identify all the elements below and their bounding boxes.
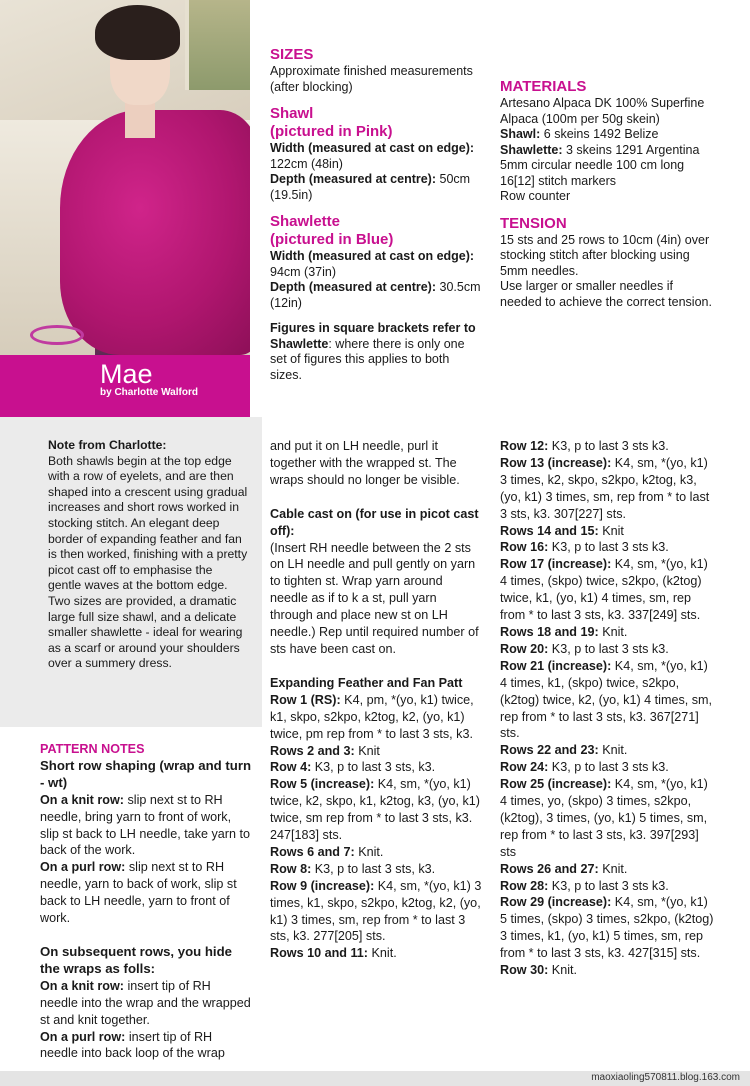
pattern-row-label: Rows 18 and 19:: [500, 624, 599, 639]
purl-row-text: slip next st to RH needle, yarn to back of work, slip st back to LH needle, yarn to front of work.: [40, 860, 237, 926]
pattern-row-label: Row 1 (RS):: [270, 692, 341, 707]
pattern-row-text: K3, p to last 3 sts k3.: [551, 878, 669, 893]
shawl-width-value: 122cm (48in): [270, 156, 343, 171]
sizes-section: [270, 46, 482, 383]
pattern-row-label: Row 20:: [500, 641, 549, 656]
brackets-note-rest: : where there is only one set of figures this applies to both sizes.: [270, 336, 465, 382]
pattern-row: [500, 523, 715, 540]
pattern-notes-section: [40, 741, 252, 1062]
pattern-row-label: Row 13 (increase):: [500, 455, 612, 470]
sizes-intro: Approximate finished measurements (after blocking): [270, 64, 473, 94]
sizes-heading: SIZES: [270, 46, 314, 63]
sub-purl-label: On a purl row:: [40, 1029, 126, 1044]
pattern-row-label: Row 5 (increase):: [270, 777, 375, 792]
pattern-row: [500, 641, 715, 658]
pattern-row-text: K4, sm, *(yo, k1) 3 times, k1, skpo, s2kpo, k2tog, k2, (yo, k1) 3 times, sm, rep from * to last 3 sts, k3. 277[205] sts.: [270, 878, 482, 944]
knit-row-label: On a knit row:: [40, 792, 124, 807]
shawlette-depth-label: Depth (measured at centre):: [270, 280, 437, 294]
pattern-row-text: K3, p to last 3 sts k3.: [551, 760, 669, 775]
pattern-row: [270, 878, 482, 946]
shawlette-depth-value: 30.5cm (12in): [270, 280, 481, 310]
pattern-row-label: Rows 2 and 3:: [270, 743, 355, 758]
shawlette-subheading: (pictured in Blue): [270, 231, 394, 248]
pattern-row-text: Knit: [358, 743, 380, 758]
brackets-note-bold: Figures in square brackets refer to Shawlette: [270, 321, 476, 351]
hair-shape: [95, 5, 180, 60]
designer-note: [48, 438, 248, 672]
pattern-row-label: Row 16:: [500, 540, 549, 555]
pattern-row-text: K3, p to last 3 sts, k3.: [314, 861, 436, 876]
pattern-row: [270, 759, 482, 776]
pattern-row: [500, 438, 715, 455]
pattern-row: [500, 878, 715, 895]
pattern-row: [500, 894, 715, 962]
materials-shawlette-value: 3 skeins 1291 Argentina: [566, 142, 700, 157]
pattern-row-text: Knit.: [602, 624, 628, 639]
shawl-width-label: Width (measured at cast on edge):: [270, 141, 475, 155]
pattern-row: [270, 945, 482, 962]
feather-fan-heading: Expanding Feather and Fan Patt: [270, 675, 463, 690]
materials-section: [500, 46, 715, 310]
pattern-row-label: Row 17 (increase):: [500, 557, 612, 572]
pattern-notes-heading: PATTERN NOTES: [40, 742, 145, 756]
shawl-heading: Shawl: [270, 105, 314, 122]
pattern-row-text: K3, p to last 3 sts, k3.: [314, 760, 436, 775]
shawlette-heading: Shawlette: [270, 213, 341, 230]
column-3-body: [500, 438, 715, 979]
purl-row-label: On a purl row:: [40, 860, 126, 875]
pattern-row-text: Knit.: [358, 844, 384, 859]
pattern-row-label: Row 4:: [270, 760, 312, 775]
sub-knit-label: On a knit row:: [40, 978, 124, 993]
pattern-row: [500, 556, 715, 624]
pattern-row-label: Rows 6 and 7:: [270, 844, 355, 859]
pattern-name: Mae: [100, 359, 153, 389]
pattern-row-text: Knit.: [551, 963, 577, 978]
feather-fan-rows-part-1: [270, 692, 482, 963]
tension-text-2: Use larger or smaller needles if needed to achieve the correct tension.: [500, 279, 712, 309]
materials-needle: 5mm circular needle 100 cm long: [500, 158, 685, 172]
pattern-row: [500, 658, 715, 743]
footer-bar: [0, 1071, 750, 1086]
pattern-row-text: Knit.: [602, 743, 628, 758]
pattern-row-text: K4, sm, *(yo, k1) 5 times, (skpo) 3 times, s2kpo, (k2tog) 3 times, k1, (yo, k1) 5 times, sm, rep from * to last 3 sts, k3. 427[315] sts.: [500, 895, 714, 961]
materials-counter: Row counter: [500, 189, 571, 203]
window-shape: [185, 0, 250, 90]
pattern-row: [270, 692, 482, 743]
materials-shawl-label: Shawl:: [500, 127, 541, 141]
subsequent-heading: On subsequent rows, you hide the wraps as folls:: [40, 943, 232, 976]
pattern-row: [500, 742, 715, 759]
short-row-heading: Short row shaping (wrap and turn - wt): [40, 757, 251, 790]
pattern-row-text: K4, sm, *(yo, k1) 4 times, (skpo) twice, s2kpo, (k2tog) twice, k1, (yo, k1) 4 times, sm, rep from * to last 3 sts, k3. 337[249] sts.: [500, 557, 708, 623]
shawl-depth-value: 50cm (19.5in): [270, 172, 471, 202]
cable-cast-on-text: (Insert RH needle between the 2 sts on LH needle and pull gently on yarn to tighten st. Wrap yarn around needle as if to k a st, pull yarn through and place new st on LH needle.) Rep until required number of sts have been cast on.: [270, 540, 479, 656]
tension-heading: TENSION: [500, 214, 567, 232]
model-photo: [0, 0, 250, 355]
note-text: Both shawls begin at the top edge with a row of eyelets, and are then shaped into a crescent using gradual increases and short rows worked in stocking stitch. An elegant deep border of expanding feather and fan is then worked, finishing with a pretty picot cast off to emphasise the gentle waves at the bottom edge. Two sizes are provided, a dramatic large full size shawl, and a delicate smaller shawlette - ideal for wearing as a scarf or around your shoulders over a summery dress.: [48, 453, 248, 671]
pattern-row-text: Knit: [602, 523, 624, 538]
pattern-row-label: Row 9 (increase):: [270, 878, 375, 893]
pattern-row-label: Row 29 (increase):: [500, 895, 612, 910]
pattern-row-text: Knit.: [371, 946, 397, 961]
shawl-depth-label: Depth (measured at centre):: [270, 172, 437, 186]
column-2-body: [270, 438, 482, 962]
pattern-row-text: K4, sm, *(yo, k1) 3 times, k2, skpo, s2kpo, k2tog, k3, (yo, k1) 3 times, sm, rep from * to last 3 sts, k3. 307[227] sts.: [500, 455, 710, 521]
designer-byline: by Charlotte Walford: [100, 387, 198, 398]
pattern-row-text: K3, p to last 3 sts k3.: [551, 641, 669, 656]
pattern-row-label: Row 28:: [500, 878, 549, 893]
pattern-row-text: K3, p to last 3 sts k3.: [551, 439, 669, 453]
pattern-row-label: Rows 22 and 23:: [500, 743, 599, 758]
pattern-row-label: Row 8:: [270, 861, 312, 876]
shawl-subheading: (pictured in Pink): [270, 123, 393, 140]
materials-markers: 16[12] stitch markers: [500, 173, 617, 188]
pattern-row-label: Row 25 (increase):: [500, 777, 612, 792]
pattern-row-text: K3, p to last 3 sts k3.: [551, 540, 669, 555]
pattern-row: [270, 844, 482, 861]
pattern-row: [270, 861, 482, 878]
pattern-row-label: Row 24:: [500, 760, 549, 775]
pattern-row: [500, 861, 715, 878]
cable-cast-on-heading: Cable cast on (for use in picot cast off):: [270, 506, 479, 538]
title-box: [0, 355, 250, 417]
pattern-row: [270, 776, 482, 844]
materials-heading: MATERIALS: [500, 78, 587, 95]
pattern-row: [500, 776, 715, 861]
bangle-shape: [30, 325, 84, 345]
materials-yarn: Artesano Alpaca DK 100% Superfine Alpaca (100m per 50g skein): [500, 96, 705, 126]
pattern-row-label: Row 21 (increase):: [500, 658, 612, 673]
tension-text-1: 15 sts and 25 rows to 10cm (4in) over stocking stitch after blocking using 5mm needles.: [500, 232, 710, 278]
sub-purl-text: insert tip of RH needle into back loop of the wrap: [40, 1029, 225, 1061]
watermark-text: maoxiaoling570811.blog.163.com: [591, 1072, 740, 1083]
pattern-row-text: K4, sm, *(yo, k1) 4 times, k1, (skpo) twice, s2kpo, (k2tog) twice, k2, (yo, k1) 4 times, sm, rep from * to last 3 sts, k3. 367[271] sts.: [500, 658, 713, 741]
materials-shawlette-label: Shawlette:: [500, 142, 563, 157]
shawl-shape: [60, 110, 250, 355]
shawlette-width-label: Width (measured at cast on edge):: [270, 249, 475, 263]
pattern-row: [500, 759, 715, 776]
pattern-row-text: K4, sm, *(yo, k1) 4 times, yo, (skpo) 3 times, s2kpo, (k2tog), 3 times, (yo, k1) 5 times, sm, rep from * to last 3 sts, k3. 397[293] sts: [500, 777, 708, 859]
shawlette-width-value: 94cm (37in): [270, 264, 336, 279]
pattern-row-label: Rows 10 and 11:: [270, 946, 368, 961]
pattern-row-label: Row 12:: [500, 439, 549, 453]
pattern-row: [500, 539, 715, 556]
feather-fan-rows-part-2: [500, 438, 715, 979]
pattern-row: [270, 743, 482, 760]
pattern-row-label: Row 30:: [500, 963, 549, 978]
pattern-row-label: Rows 14 and 15:: [500, 523, 599, 538]
sub-knit-text: insert tip of RH needle into the wrap and the wrapped st and knit together.: [40, 978, 251, 1027]
pattern-row-label: Rows 26 and 27:: [500, 861, 599, 876]
pattern-row: [500, 455, 715, 523]
pattern-row-text: K4, pm, *(yo, k1) twice, k1, skpo, s2kpo, k2tog, k2, (yo, k1) twice, pm rep from * to last 3 sts, k3.: [270, 692, 474, 741]
note-heading: Note from Charlotte:: [48, 438, 167, 452]
pattern-row: [500, 962, 715, 979]
knit-row-text: slip next st to RH needle, bring yarn to front of work, slip st back to LH needle, take yarn to back of the work.: [40, 792, 251, 858]
pattern-row-text: Knit.: [602, 861, 628, 876]
wrap-continuation: and put it on LH needle, purl it together with the wrapped st. The wraps should no longer be visible.: [270, 439, 460, 487]
pattern-row: [500, 624, 715, 641]
materials-shawl-value: 6 skeins 1492 Belize: [543, 127, 659, 141]
pattern-row-text: K4, sm, *(yo, k1) twice, k2, skpo, k1, k2tog, k3, (yo, k1) twice, sm rep from * to last 3 sts, k3. 247[183] sts.: [270, 777, 480, 843]
